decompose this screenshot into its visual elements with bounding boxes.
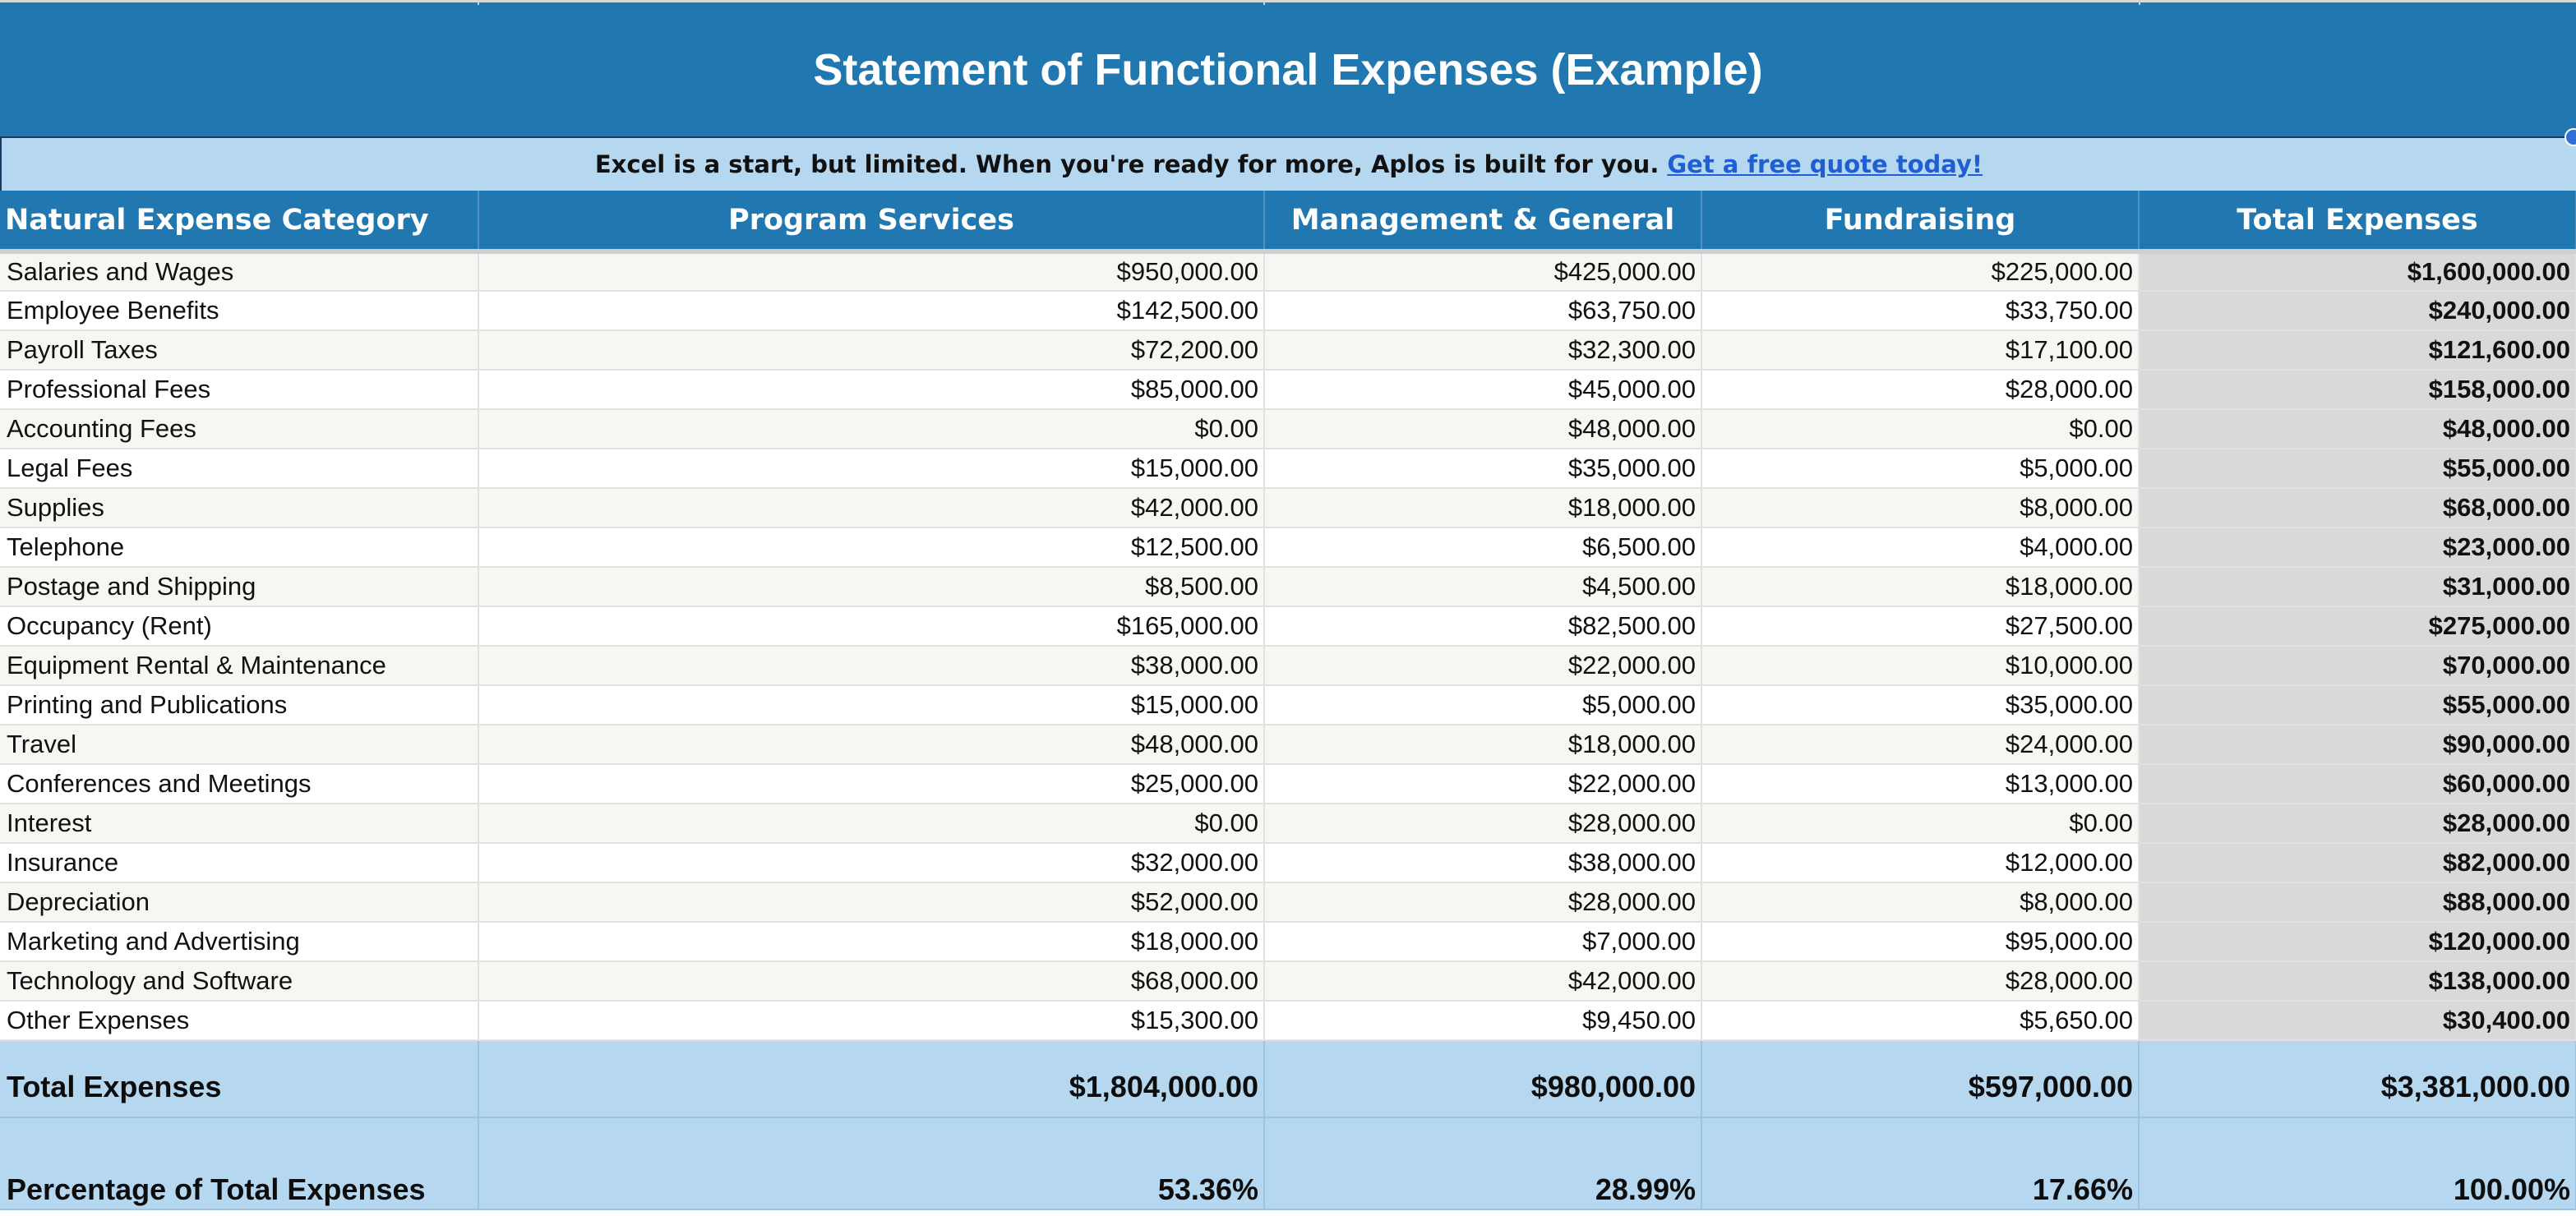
total-expenses-cell[interactable]: $120,000.00 xyxy=(2139,922,2576,961)
category-cell[interactable]: Professional Fees xyxy=(0,370,478,409)
fundraising-cell[interactable]: $4,000.00 xyxy=(1701,527,2139,567)
category-cell[interactable]: Supplies xyxy=(0,488,478,527)
fundraising-cell[interactable]: $225,000.00 xyxy=(1701,251,2139,291)
header-program-services[interactable]: Program Services xyxy=(478,191,1264,251)
program-services-cell[interactable]: $48,000.00 xyxy=(478,725,1264,764)
category-cell[interactable]: Insurance xyxy=(0,843,478,882)
total-expenses-cell[interactable]: $1,600,000.00 xyxy=(2139,251,2576,291)
total-program[interactable]: $1,804,000.00 xyxy=(478,1040,1264,1117)
program-services-cell[interactable]: $38,000.00 xyxy=(478,646,1264,685)
category-cell[interactable]: Employee Benefits xyxy=(0,291,478,330)
totals-label[interactable]: Total Expenses xyxy=(0,1040,478,1117)
fundraising-cell[interactable]: $8,000.00 xyxy=(1701,488,2139,527)
table-row xyxy=(0,1001,2576,1040)
program-services-cell[interactable]: $142,500.00 xyxy=(478,291,1264,330)
category-cell[interactable]: Accounting Fees xyxy=(0,409,478,449)
program-services-cell[interactable]: $68,000.00 xyxy=(478,961,1264,1001)
management-general-cell[interactable]: $6,500.00 xyxy=(1264,527,1701,567)
fundraising-cell[interactable]: $5,000.00 xyxy=(1701,449,2139,488)
percentage-program[interactable]: 53.36% xyxy=(478,1117,1264,1209)
table-row xyxy=(0,804,2576,843)
fundraising-cell[interactable]: $28,000.00 xyxy=(1701,370,2139,409)
management-general-cell[interactable]: $5,000.00 xyxy=(1264,685,1701,725)
management-general-cell[interactable]: $425,000.00 xyxy=(1264,251,1701,291)
fundraising-cell[interactable]: $33,750.00 xyxy=(1701,291,2139,330)
total-management[interactable]: $980,000.00 xyxy=(1264,1040,1701,1117)
free-quote-link[interactable]: Get a free quote today! xyxy=(1667,150,1983,178)
table-row xyxy=(0,646,2576,685)
program-services-cell[interactable]: $15,000.00 xyxy=(478,685,1264,725)
total-expenses-cell[interactable]: $31,000.00 xyxy=(2139,567,2576,606)
program-services-cell[interactable]: $42,000.00 xyxy=(478,488,1264,527)
total-expenses-cell[interactable]: $90,000.00 xyxy=(2139,725,2576,764)
category-cell[interactable]: Technology and Software xyxy=(0,961,478,1001)
total-expenses-cell[interactable]: $70,000.00 xyxy=(2139,646,2576,685)
management-general-cell[interactable]: $45,000.00 xyxy=(1264,370,1701,409)
fundraising-cell[interactable]: $35,000.00 xyxy=(1701,685,2139,725)
program-services-cell[interactable]: $950,000.00 xyxy=(478,251,1264,291)
category-cell[interactable]: Conferences and Meetings xyxy=(0,764,478,804)
total-expenses-cell[interactable]: $121,600.00 xyxy=(2139,330,2576,370)
total-expenses-cell[interactable]: $28,000.00 xyxy=(2139,804,2576,843)
management-general-cell[interactable]: $63,750.00 xyxy=(1264,291,1701,330)
program-services-cell[interactable]: $15,000.00 xyxy=(478,449,1264,488)
fundraising-cell[interactable]: $0.00 xyxy=(1701,409,2139,449)
total-expenses-cell[interactable]: $68,000.00 xyxy=(2139,488,2576,527)
table-row xyxy=(0,291,2576,330)
title-banner[interactable] xyxy=(0,0,2576,136)
category-cell[interactable]: Other Expenses xyxy=(0,1001,478,1040)
category-cell[interactable]: Postage and Shipping xyxy=(0,567,478,606)
fundraising-cell[interactable]: $8,000.00 xyxy=(1701,882,2139,922)
fundraising-cell[interactable]: $13,000.00 xyxy=(1701,764,2139,804)
program-services-cell[interactable]: $72,200.00 xyxy=(478,330,1264,370)
category-cell[interactable]: Printing and Publications xyxy=(0,685,478,725)
program-services-cell[interactable]: $165,000.00 xyxy=(478,606,1264,646)
percentage-label[interactable]: Percentage of Total Expenses xyxy=(0,1117,478,1209)
management-general-cell[interactable]: $48,000.00 xyxy=(1264,409,1701,449)
management-general-cell[interactable]: $42,000.00 xyxy=(1264,961,1701,1001)
program-services-cell[interactable]: $32,000.00 xyxy=(478,843,1264,882)
program-services-cell[interactable]: $85,000.00 xyxy=(478,370,1264,409)
total-expenses-cell[interactable]: $60,000.00 xyxy=(2139,764,2576,804)
table-row xyxy=(0,606,2576,646)
program-services-cell[interactable]: $15,300.00 xyxy=(478,1001,1264,1040)
header-category[interactable]: Natural Expense Category xyxy=(0,191,478,251)
column-gridline xyxy=(478,0,479,5)
table-row xyxy=(0,882,2576,922)
total-expenses-cell[interactable]: $275,000.00 xyxy=(2139,606,2576,646)
table-row xyxy=(0,922,2576,961)
program-services-cell[interactable]: $12,500.00 xyxy=(478,527,1264,567)
category-cell[interactable]: Legal Fees xyxy=(0,449,478,488)
total-fundraising[interactable]: $597,000.00 xyxy=(1701,1040,2139,1117)
management-general-cell[interactable]: $35,000.00 xyxy=(1264,449,1701,488)
table-row xyxy=(0,370,2576,409)
header-management-general[interactable]: Management & General xyxy=(1264,191,1701,251)
management-general-cell[interactable]: $28,000.00 xyxy=(1264,882,1701,922)
fundraising-cell[interactable]: $10,000.00 xyxy=(1701,646,2139,685)
header-total-expenses[interactable]: Total Expenses xyxy=(2139,191,2576,251)
sheet-title: Statement of Functional Expenses (Example) xyxy=(813,44,1763,94)
promo-text: Excel is a start, but limited. When you're ready for more, Aplos is built for you. xyxy=(594,150,1660,178)
category-cell[interactable]: Travel xyxy=(0,725,478,764)
program-services-cell[interactable]: $52,000.00 xyxy=(478,882,1264,922)
category-cell[interactable]: Telephone xyxy=(0,527,478,567)
percentage-fundraising[interactable]: 17.66% xyxy=(1701,1117,2139,1209)
total-expenses-cell[interactable]: $240,000.00 xyxy=(2139,291,2576,330)
fundraising-cell[interactable]: $28,000.00 xyxy=(1701,961,2139,1001)
program-services-cell[interactable]: $18,000.00 xyxy=(478,922,1264,961)
table-row xyxy=(0,764,2576,804)
fundraising-cell[interactable]: $5,650.00 xyxy=(1701,1001,2139,1040)
table-row xyxy=(0,685,2576,725)
program-services-cell[interactable]: $8,500.00 xyxy=(478,567,1264,606)
fundraising-cell[interactable]: $95,000.00 xyxy=(1701,922,2139,961)
management-general-cell[interactable]: $9,450.00 xyxy=(1264,1001,1701,1040)
total-all[interactable]: $3,381,000.00 xyxy=(2139,1040,2576,1117)
fundraising-cell[interactable]: $18,000.00 xyxy=(1701,567,2139,606)
category-cell[interactable]: Occupancy (Rent) xyxy=(0,606,478,646)
fundraising-cell[interactable]: $24,000.00 xyxy=(1701,725,2139,764)
management-general-cell[interactable]: $28,000.00 xyxy=(1264,804,1701,843)
total-expenses-cell[interactable]: $30,400.00 xyxy=(2139,1001,2576,1040)
table-row xyxy=(0,330,2576,370)
fundraising-cell[interactable]: $17,100.00 xyxy=(1701,330,2139,370)
header-fundraising[interactable]: Fundraising xyxy=(1701,191,2139,251)
table-row xyxy=(0,488,2576,527)
total-expenses-cell[interactable]: $82,000.00 xyxy=(2139,843,2576,882)
management-general-cell[interactable]: $22,000.00 xyxy=(1264,646,1701,685)
table-row xyxy=(0,527,2576,567)
percentage-row xyxy=(0,1117,2576,1209)
total-expenses-cell[interactable]: $158,000.00 xyxy=(2139,370,2576,409)
management-general-cell[interactable]: $18,000.00 xyxy=(1264,488,1701,527)
total-expenses-cell[interactable]: $55,000.00 xyxy=(2139,685,2576,725)
table-row xyxy=(0,725,2576,764)
column-gridline xyxy=(2139,0,2140,5)
total-expenses-cell[interactable]: $48,000.00 xyxy=(2139,409,2576,449)
total-expenses-cell[interactable]: $138,000.00 xyxy=(2139,961,2576,1001)
management-general-cell[interactable]: $22,000.00 xyxy=(1264,764,1701,804)
category-cell[interactable]: Salaries and Wages xyxy=(0,251,478,291)
table-row xyxy=(0,567,2576,606)
total-expenses-cell[interactable]: $23,000.00 xyxy=(2139,527,2576,567)
table-row xyxy=(0,409,2576,449)
percentage-management[interactable]: 28.99% xyxy=(1264,1117,1701,1209)
category-cell[interactable]: Equipment Rental & Maintenance xyxy=(0,646,478,685)
total-expenses-row xyxy=(0,1040,2576,1117)
header-row xyxy=(0,191,2576,251)
total-expenses-cell[interactable]: $55,000.00 xyxy=(2139,449,2576,488)
program-services-cell[interactable]: $0.00 xyxy=(478,804,1264,843)
fundraising-cell[interactable]: $12,000.00 xyxy=(1701,843,2139,882)
fundraising-cell[interactable]: $27,500.00 xyxy=(1701,606,2139,646)
management-general-cell[interactable]: $82,500.00 xyxy=(1264,606,1701,646)
management-general-cell[interactable]: $18,000.00 xyxy=(1264,725,1701,764)
category-cell[interactable]: Depreciation xyxy=(0,882,478,922)
table-row xyxy=(0,961,2576,1001)
table-row xyxy=(0,449,2576,488)
promo-banner[interactable] xyxy=(0,136,2576,191)
table-row xyxy=(0,251,2576,291)
category-cell[interactable]: Marketing and Advertising xyxy=(0,922,478,961)
category-cell[interactable]: Payroll Taxes xyxy=(0,330,478,370)
expenses-table xyxy=(0,191,2576,1210)
percentage-total[interactable]: 100.00% xyxy=(2139,1117,2576,1209)
program-services-cell[interactable]: $25,000.00 xyxy=(478,764,1264,804)
program-services-cell[interactable]: $0.00 xyxy=(478,409,1264,449)
category-cell[interactable]: Interest xyxy=(0,804,478,843)
management-general-cell[interactable]: $4,500.00 xyxy=(1264,567,1701,606)
column-gridline xyxy=(1263,0,1265,5)
total-expenses-cell[interactable]: $88,000.00 xyxy=(2139,882,2576,922)
fundraising-cell[interactable]: $0.00 xyxy=(1701,804,2139,843)
management-general-cell[interactable]: $7,000.00 xyxy=(1264,922,1701,961)
table-row xyxy=(0,843,2576,882)
management-general-cell[interactable]: $32,300.00 xyxy=(1264,330,1701,370)
management-general-cell[interactable]: $38,000.00 xyxy=(1264,843,1701,882)
